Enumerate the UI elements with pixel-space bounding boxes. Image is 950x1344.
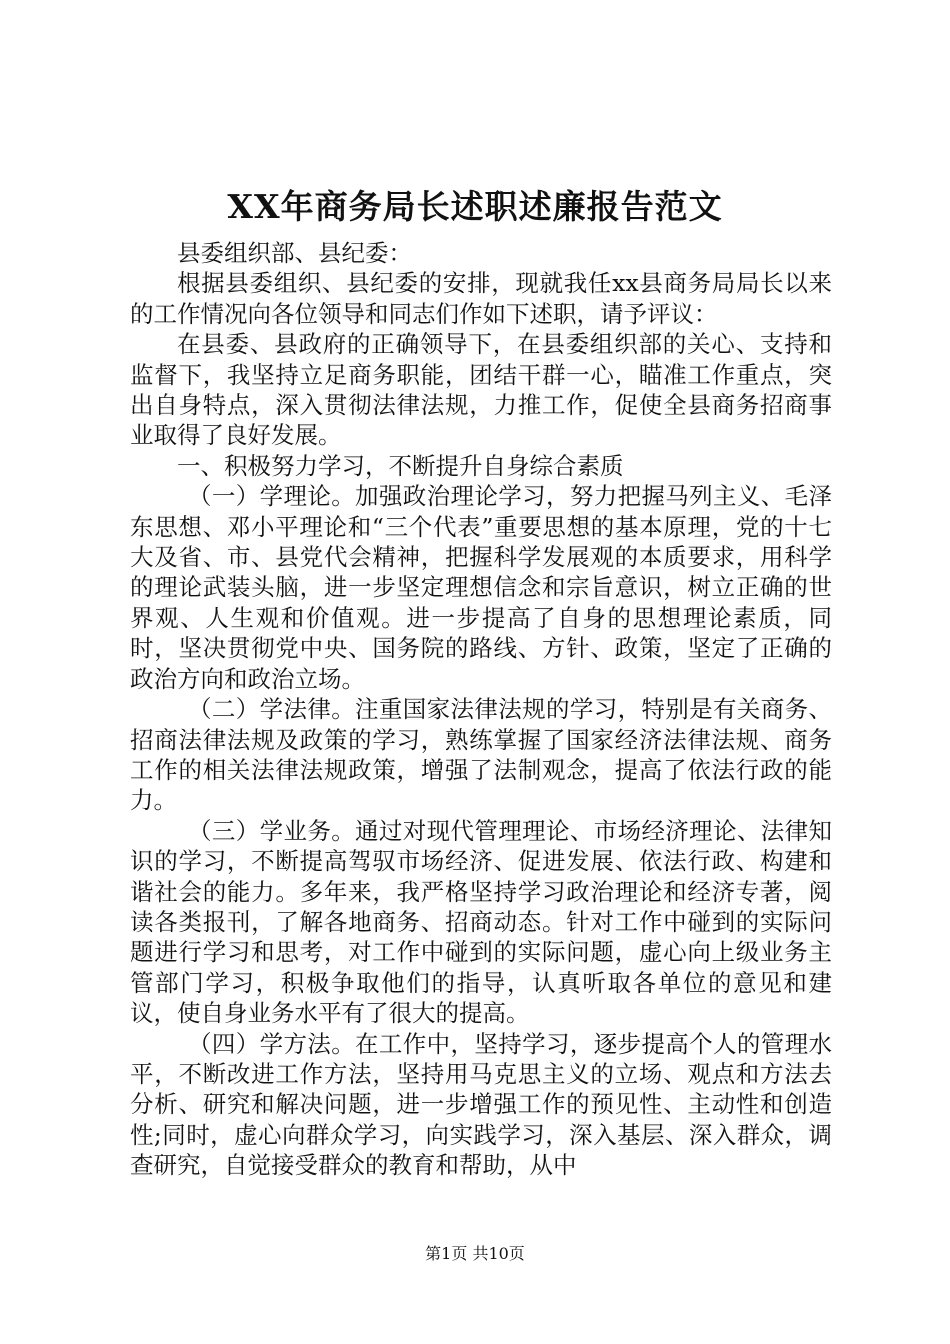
summary-paragraph: 在县委、县政府的正确领导下，在县委组织部的关心、支持和监督下，我坚持立足商务职能，团结干群一心，瞄准工作重点，突出自身特点，深入贯彻法律法规，力推工作，促使全县商务招商事业取得了良好发展。 bbox=[130, 330, 832, 450]
theory-paragraph: （一）学理论。加强政治理论学习，努力把握马列主义、毛泽东思想、邓小平理论和“三个代表”重要思想的基本原理，党的十七大及省、市、县党代会精神，把握科学发展观的本质要求，用科学的理论武装头脑，进一步坚定理想信念和宗旨意识，树立正确的世界观、人生观和价值观。进一步提高了自身的思想理论素质，同时，坚决贯彻党中央、国务院的路线、方针、政策，坚定了正确的政治方向和政治立场。 bbox=[130, 482, 832, 693]
business-paragraph: （三）学业务。通过对现代管理理论、市场经济理论、法律知识的学习，不断提高驾驭市场经济、促进发展、依法行政、构建和谐社会的能力。多年来，我严格坚持学习政治理论和经济专著，阅读各类报刊，了解各地商务、招商动态。针对工作中碰到的实际问题进行学习和思考，对工作中碰到的实际问题，虚心向上级业务主管部门学习，积极争取他们的指导，认真听取各单位的意见和建议，使自身业务水平有了很大的提高。 bbox=[130, 816, 832, 1028]
section-heading-1: 一、积极努力学习，不断提升自身综合素质 bbox=[177, 451, 624, 480]
document-title: XX年商务局长述职述廉报告范文 bbox=[227, 187, 723, 226]
document-body bbox=[130, 238, 832, 1181]
salutation-paragraph: 县委组织部、县纪委： bbox=[177, 239, 412, 267]
law-paragraph: （二）学法律。注重国家法律法规的学习，特别是有关商务、招商法律法规及政策的学习，熟练掌握了国家经济法律法规、商务工作的相关法律法规政策，增强了法制观念，提高了依法行政的能力。 bbox=[130, 695, 832, 815]
method-paragraph: （四）学方法。在工作中，坚持学习，逐步提高个人的管理水平，不断改进工作方法，坚持用马克思主义的立场、观点和方法去分析、研究和解决问题，进一步增强工作的预见性、主动性和创造性;同时，虚心向群众学习，向实践学习，深入基层、深入群众，调查研究，自觉接受群众的教育和帮助，从中 bbox=[130, 1029, 832, 1180]
intro-paragraph: 根据县委组织、县纪委的安排，现就我任xx县商务局局长以来的工作情况向各位领导和同志们作如下述职，请予评议： bbox=[130, 269, 832, 328]
page-number-footer: 第1页 共10页 bbox=[425, 1244, 525, 1263]
